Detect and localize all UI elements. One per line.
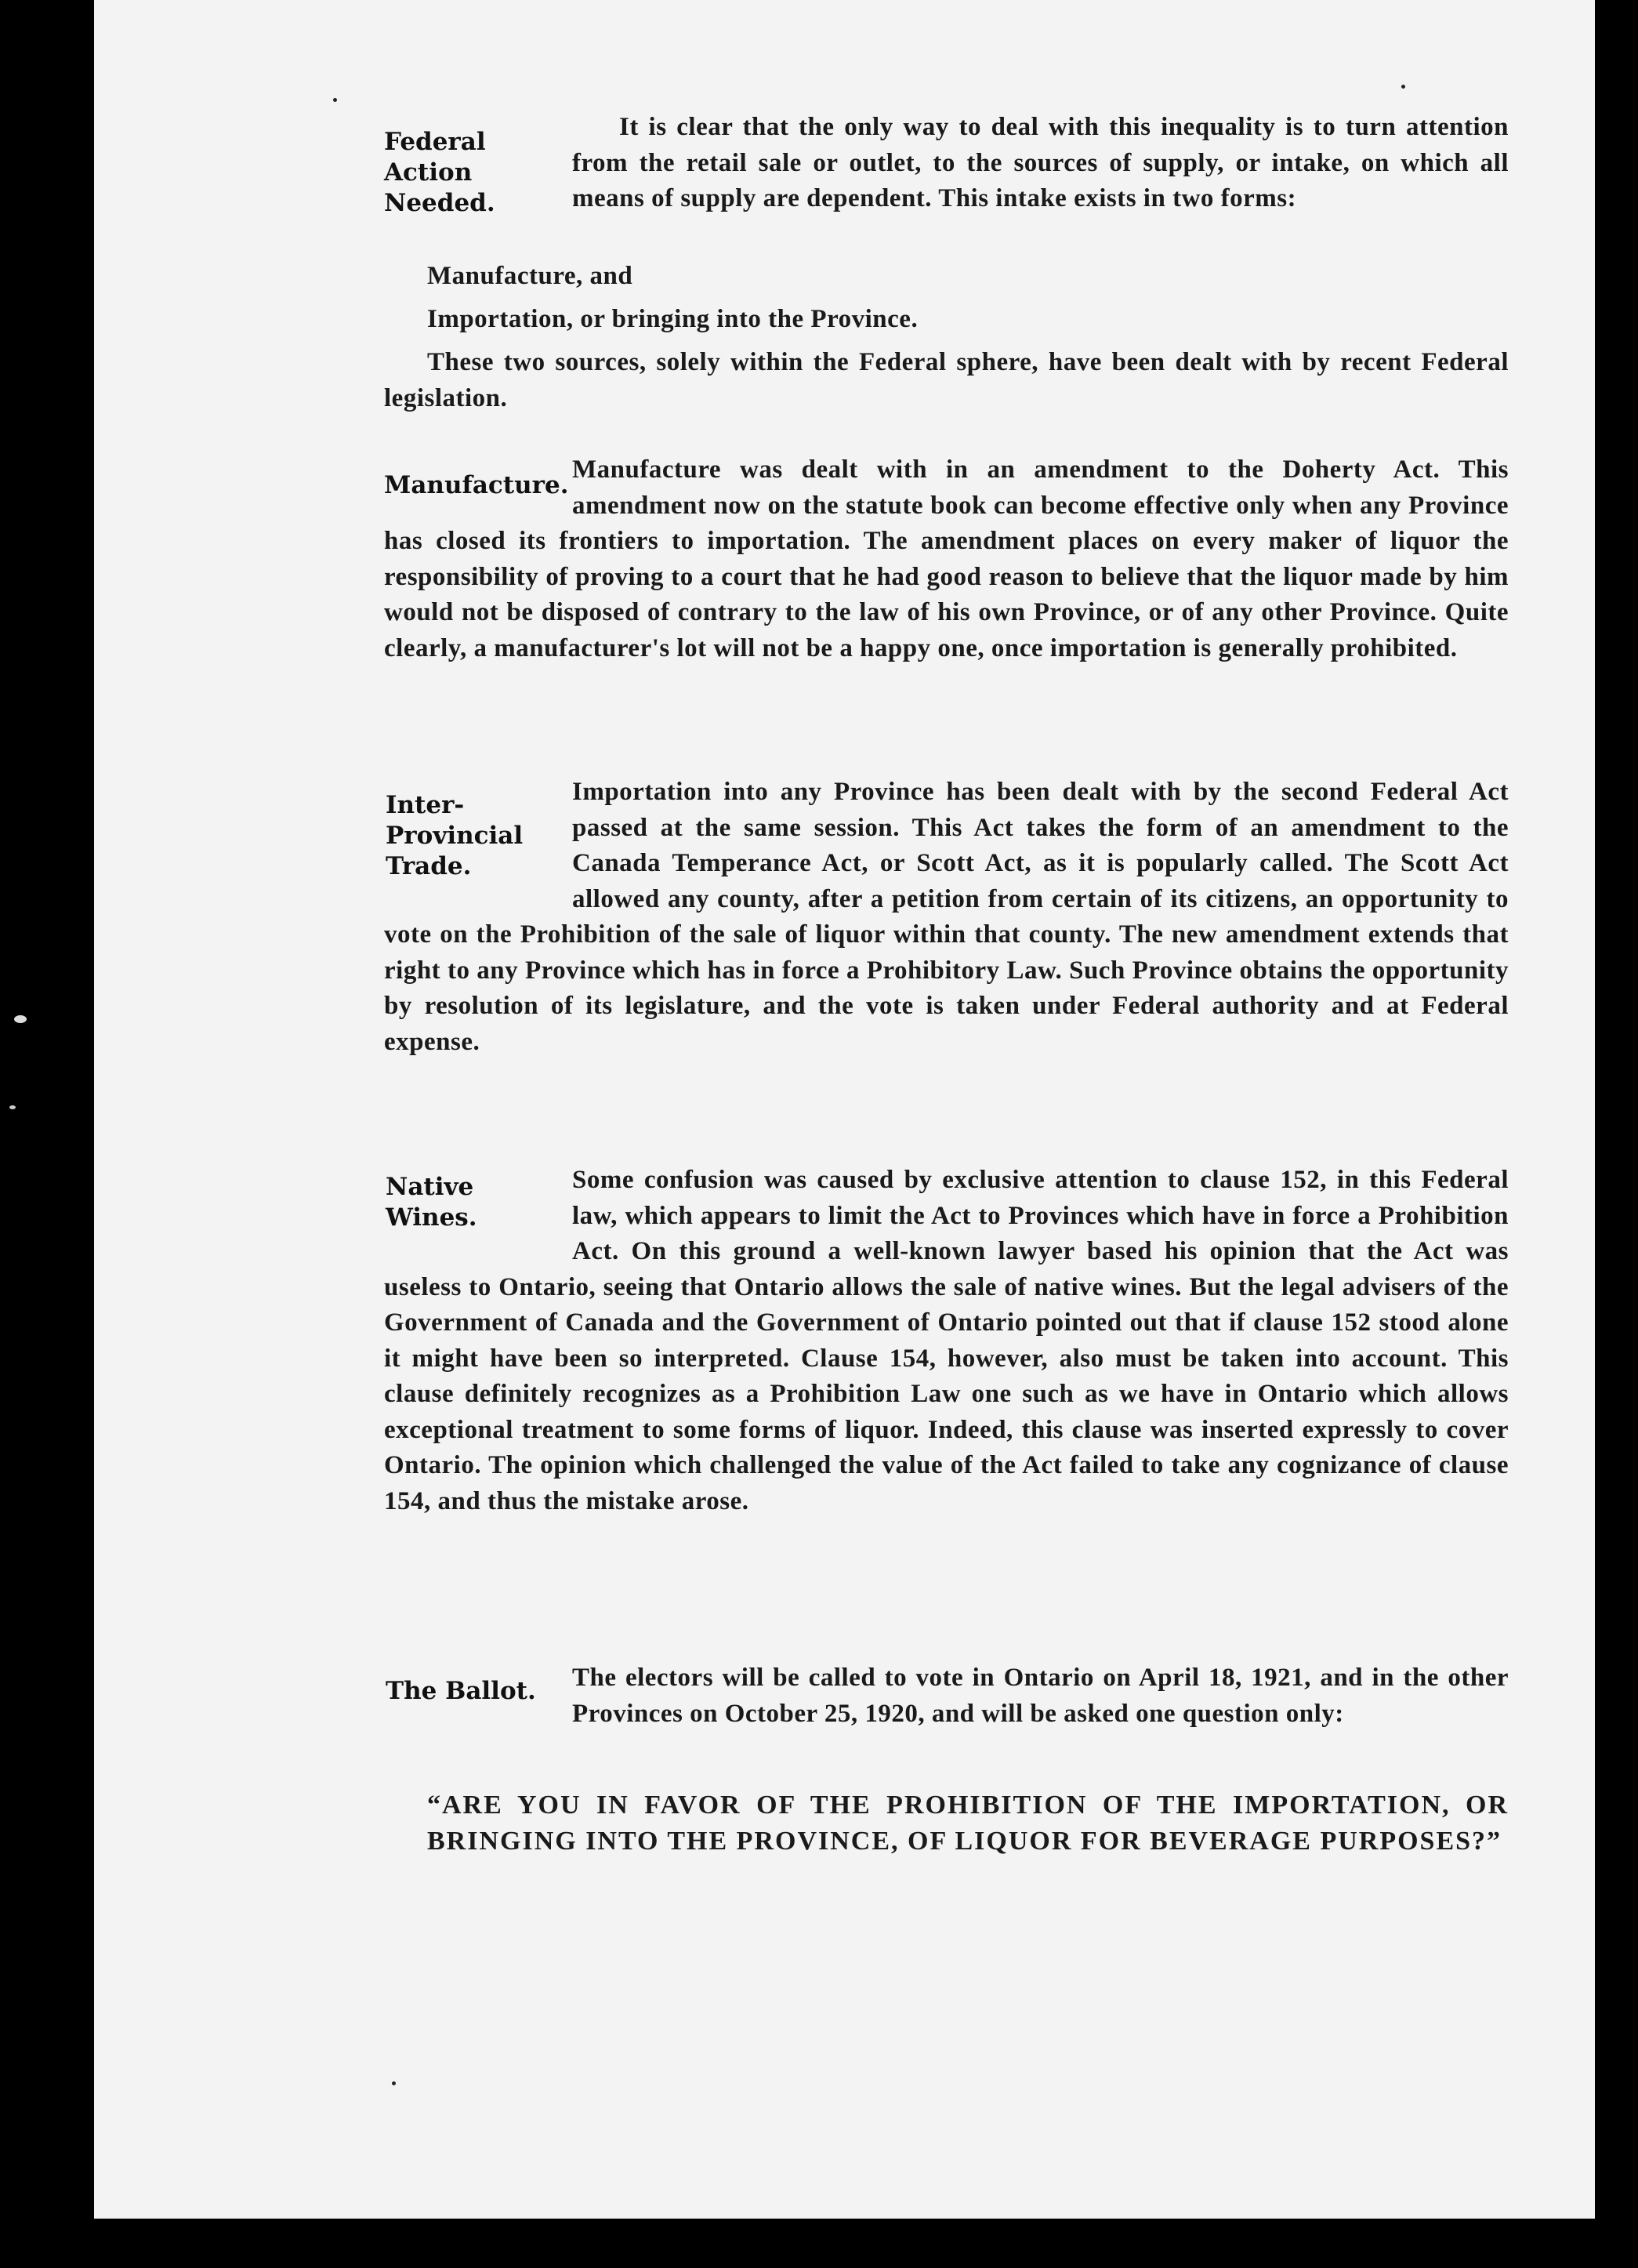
speck — [1401, 85, 1405, 89]
paragraph-the-ballot: The electors will be called to vote in Ontario on April 18, 1921, and in the other Provinces on October 25, 1920, and will be asked one question only: — [572, 1664, 1509, 1728]
side-heading-native-wines: Native Wines. — [386, 1173, 477, 1232]
side-heading-federal-action-needed: Federal Action Needed. — [384, 128, 495, 217]
paragraph-two-sources: These two sources, solely within the Federal sphere, have been dealt with by recent Federal legislation. — [384, 348, 1509, 412]
margin-mark — [14, 1015, 27, 1023]
speck — [392, 2081, 396, 2085]
paragraph-manufacture: Manufacture was dealt with in an amendment to the Doherty Act. This amendment now on the statute book can become effective only when any Province has closed its frontiers to importation. The amendment places on every maker of liquor the responsibility of proving to a court that he had good reason to believe that the liquor made by him would not be disposed of contrary to the law of his own Province, or of any other Province. Quite clearly, a manufacturer's lot will not be a happy one, once importation is generally prohibited. — [384, 455, 1509, 662]
paragraph-federal-action: It is clear that the only way to deal with this inequality is to turn attention from the retail sale or outlet, to the sources of supply, or intake, on which all means of supply are dependent. This intake exists in two forms: — [572, 113, 1509, 212]
paragraph-native-wines: Some confusion was caused by exclusive attention to clause 152, in this Federal law, which appears to limit the Act to Provinces which have in force a Prohibition Act. On this ground a well-known lawyer based his opinion that the Act was useless to Ontario, seeing that Ontario allows the sale of native wines. But the legal advisers of the Government of Canada and the Government of Ontario pointed out that if clause 152 stood alone it might have been so interpreted. Clause 154, however, also must be taken into account. This clause definitely recognizes as a Prohibition Law one such as we have in Ontario which allows exceptional treatment to some forms of liquor. Indeed, this clause was inserted expressly to cover Ontario. The opinion which challenged the value of the Act failed to take any cognizance of clause 154, and thus the mistake arose. — [384, 1166, 1509, 1515]
list-importation: Importation, or bringing into the Province. — [427, 305, 919, 333]
speck — [333, 98, 337, 102]
paragraph-inter-provincial-trade: Importation into any Province has been dealt with by the second Federal Act passed at the same session. This Act takes the form of an amendment to the Canada Temperance Act, or Scott Act, as it is popularly called. The Scott Act allowed any county, after a petition from certain of its citizens, an opportunity to vote on the Prohibition of the sale of liquor within that county. The new amendment extends that right to any Province which has in force a Prohibitory Law. Such Province obtains the opportunity by resolution of its legislature, and the vote is taken under Federal authority and at Federal expense. — [384, 778, 1509, 1056]
side-heading-the-ballot: The Ballot. — [386, 1677, 536, 1705]
document-page — [94, 0, 1595, 2219]
list-manufacture: Manufacture, and — [427, 262, 633, 290]
ballot-question: “ARE YOU IN FAVOR OF THE PROHIBITION OF THE IMPORTATION, OR BRINGING INTO THE PROVINCE, OF LIQUOR FOR BEVERAGE PURPOSES?” — [427, 1791, 1509, 1856]
side-heading-inter-provincial-trade: Inter- Provincial Trade. — [386, 791, 524, 880]
margin-mark — [9, 1105, 16, 1109]
side-heading-manufacture: Manufacture. — [384, 471, 569, 499]
